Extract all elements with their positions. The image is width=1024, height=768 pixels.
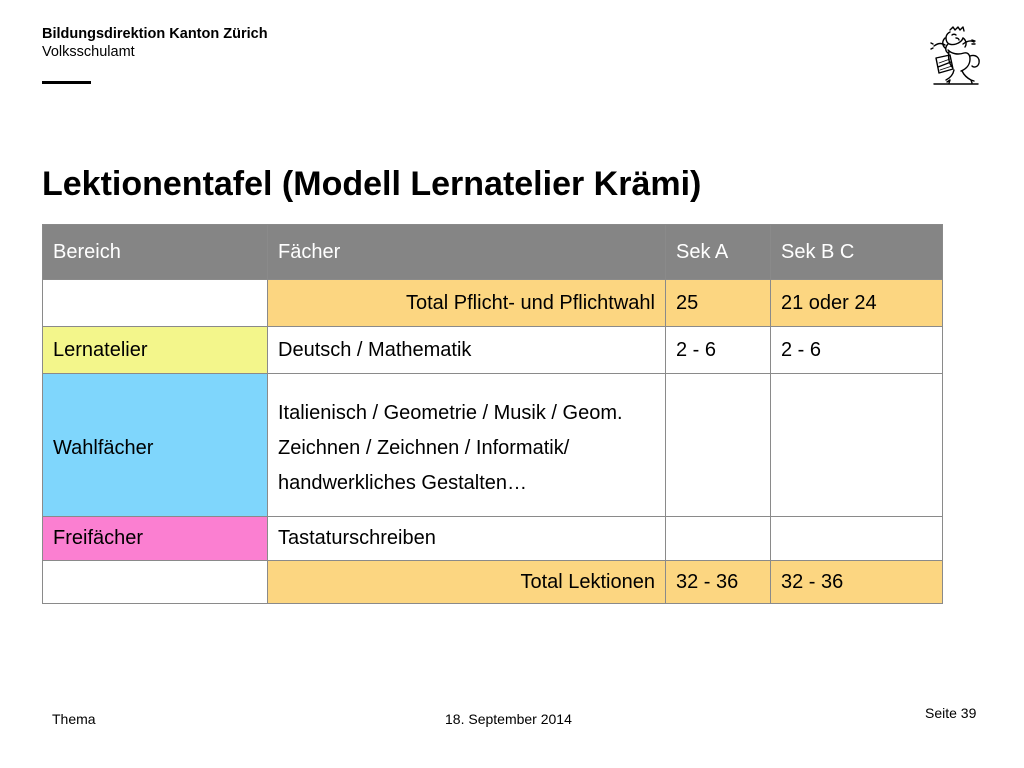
zurich-lion-coat-of-arms-icon: [928, 26, 984, 88]
faecher-cell: Total Pflicht- und Pflichtwahl: [268, 280, 666, 327]
table-row: [43, 327, 943, 374]
sek-a-cell: 25: [666, 280, 771, 327]
faecher-cell: Total Lektionen: [268, 561, 666, 604]
bereich-cell: Freifächer: [43, 517, 268, 561]
table-row: [43, 561, 943, 604]
sek-a-cell: [666, 374, 771, 517]
header-faecher: Fächer: [268, 225, 666, 280]
bereich-text: Wahlfächer: [53, 436, 154, 459]
header-sek-bc: Sek B C: [771, 225, 943, 280]
lesson-table: [42, 224, 943, 604]
faecher-cell: [268, 374, 666, 517]
department-name: Volksschulamt: [42, 44, 135, 60]
bereich-cell: [43, 561, 268, 604]
table-row: [43, 374, 943, 517]
sek-bc-cell: 21 oder 24: [771, 280, 943, 327]
bereich-cell: [43, 374, 268, 517]
slide-title: Lektionentafel (Modell Lernatelier Krämi): [42, 165, 702, 203]
header-bereich: Bereich: [43, 225, 268, 280]
header-sek-a: Sek A: [666, 225, 771, 280]
sek-a-cell: [666, 517, 771, 561]
table-header-row: [43, 225, 943, 280]
table-row: [43, 280, 943, 327]
bereich-cell: Lernatelier: [43, 327, 268, 374]
footer-thema: Thema: [52, 711, 96, 727]
sek-bc-cell: 32 - 36: [771, 561, 943, 604]
faecher-cell: Tastaturschreiben: [268, 517, 666, 561]
footer-page-number: Seite 39: [925, 705, 977, 721]
faecher-cell: Deutsch / Mathematik: [268, 327, 666, 374]
organization-name: Bildungsdirektion Kanton Zürich: [42, 26, 268, 42]
sek-bc-cell: 2 - 6: [771, 327, 943, 374]
header-rule: [42, 81, 91, 84]
table-row: [43, 517, 943, 561]
bereich-cell: [43, 280, 268, 327]
sek-a-cell: 2 - 6: [666, 327, 771, 374]
sek-a-cell: 32 - 36: [666, 561, 771, 604]
faecher-text: Italienisch / Geometrie / Musik / Geom. Zeichnen / Zeichnen / Informatik/ handwerkliches Gestalten…: [278, 401, 623, 494]
footer-date: 18. September 2014: [445, 711, 572, 727]
sek-bc-cell: [771, 374, 943, 517]
sek-bc-cell: [771, 517, 943, 561]
